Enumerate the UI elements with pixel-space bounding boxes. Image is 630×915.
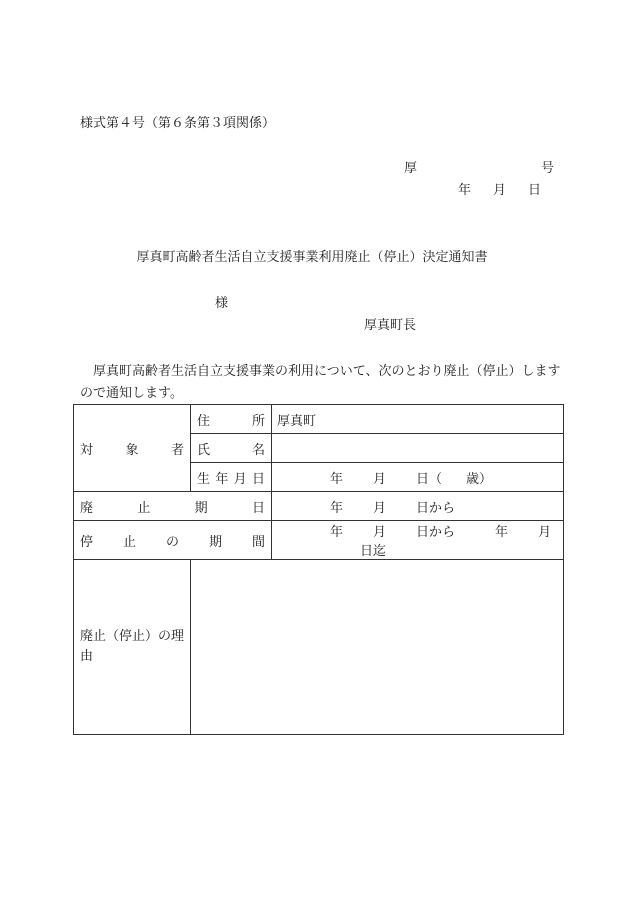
suspend-label-char: 止 [122, 534, 136, 550]
suspend-label-char: 間 [251, 534, 265, 550]
issue-date-month: 月 [493, 183, 507, 198]
birth-label-char: 日 [251, 471, 265, 487]
suspend-from: 日から [416, 525, 456, 540]
table-row [74, 405, 564, 434]
recipient-honorific: 様 [215, 296, 229, 311]
birth-age: 歳） [466, 471, 493, 487]
address-label-char: 住 [197, 413, 211, 429]
table-row [74, 492, 564, 521]
suspend-until: 日迄 [360, 544, 387, 559]
table-row [74, 521, 564, 560]
sender-name: 厚真町長 [364, 318, 417, 333]
target-label-char: 対 [80, 442, 94, 458]
abolish-month: 月 [373, 500, 387, 516]
suspend-period-label [74, 521, 272, 560]
name-value [272, 434, 564, 463]
address-label [191, 405, 272, 434]
issue-date-day: 日 [528, 183, 542, 198]
target-label-char: 象 [125, 442, 139, 458]
birth-label-char: 生 [197, 471, 211, 487]
target-label-char: 者 [170, 442, 184, 458]
issue-date-year: 年 [458, 183, 472, 198]
abolish-date-value [272, 492, 564, 521]
abolish-label-char: 止 [137, 500, 151, 516]
abolish-label-char: 廃 [80, 500, 94, 516]
birth-label [191, 463, 272, 492]
abolish-day: 日から [416, 500, 456, 516]
suspend-period-value [272, 521, 564, 560]
form-number: 様式第４号（第６条第３項関係） [80, 116, 276, 131]
target-label [74, 405, 191, 492]
suspend-label-char: 停 [80, 534, 94, 550]
name-label-char: 氏 [197, 442, 211, 458]
address-value: 厚真町 [272, 405, 564, 434]
birth-year: 年 [330, 471, 344, 487]
birth-value [272, 463, 564, 492]
suspend-label-char: の [165, 534, 179, 550]
birth-month: 月 [373, 471, 387, 487]
reason-label [74, 560, 191, 735]
abolish-year: 年 [330, 500, 344, 516]
reason-label-text: 廃止（停止）の理由 [80, 629, 185, 664]
issue-date [458, 183, 541, 199]
birth-label-char: 月 [233, 471, 247, 487]
document-title: 厚真町高齢者生活自立支援事業利用廃止（停止）決定通知書 [136, 250, 488, 265]
address-label-char: 所 [251, 413, 265, 429]
reason-value [191, 560, 564, 735]
suspend-year2: 年 [495, 525, 509, 540]
suspend-month2: 月 [538, 525, 552, 540]
doc-number-prefix: 厚 [404, 161, 418, 176]
name-label [191, 434, 272, 463]
birth-label-char: 年 [215, 471, 229, 487]
abolish-label-char: 日 [251, 500, 265, 516]
name-label-char: 名 [251, 442, 265, 458]
doc-number-suffix: 号 [541, 161, 555, 176]
detail-table [73, 404, 564, 735]
body-text: 厚真町高齢者生活自立支援事業の利用について、次のとおり廃止（停止）しますので通知します。 [80, 364, 561, 401]
birth-day: 日（ [416, 471, 443, 487]
suspend-year: 年 [330, 525, 344, 540]
abolish-label-char: 期 [194, 500, 208, 516]
abolish-date-label [74, 492, 272, 521]
suspend-month: 月 [373, 525, 387, 540]
table-row [74, 560, 564, 735]
suspend-label-char: 期 [208, 534, 222, 550]
